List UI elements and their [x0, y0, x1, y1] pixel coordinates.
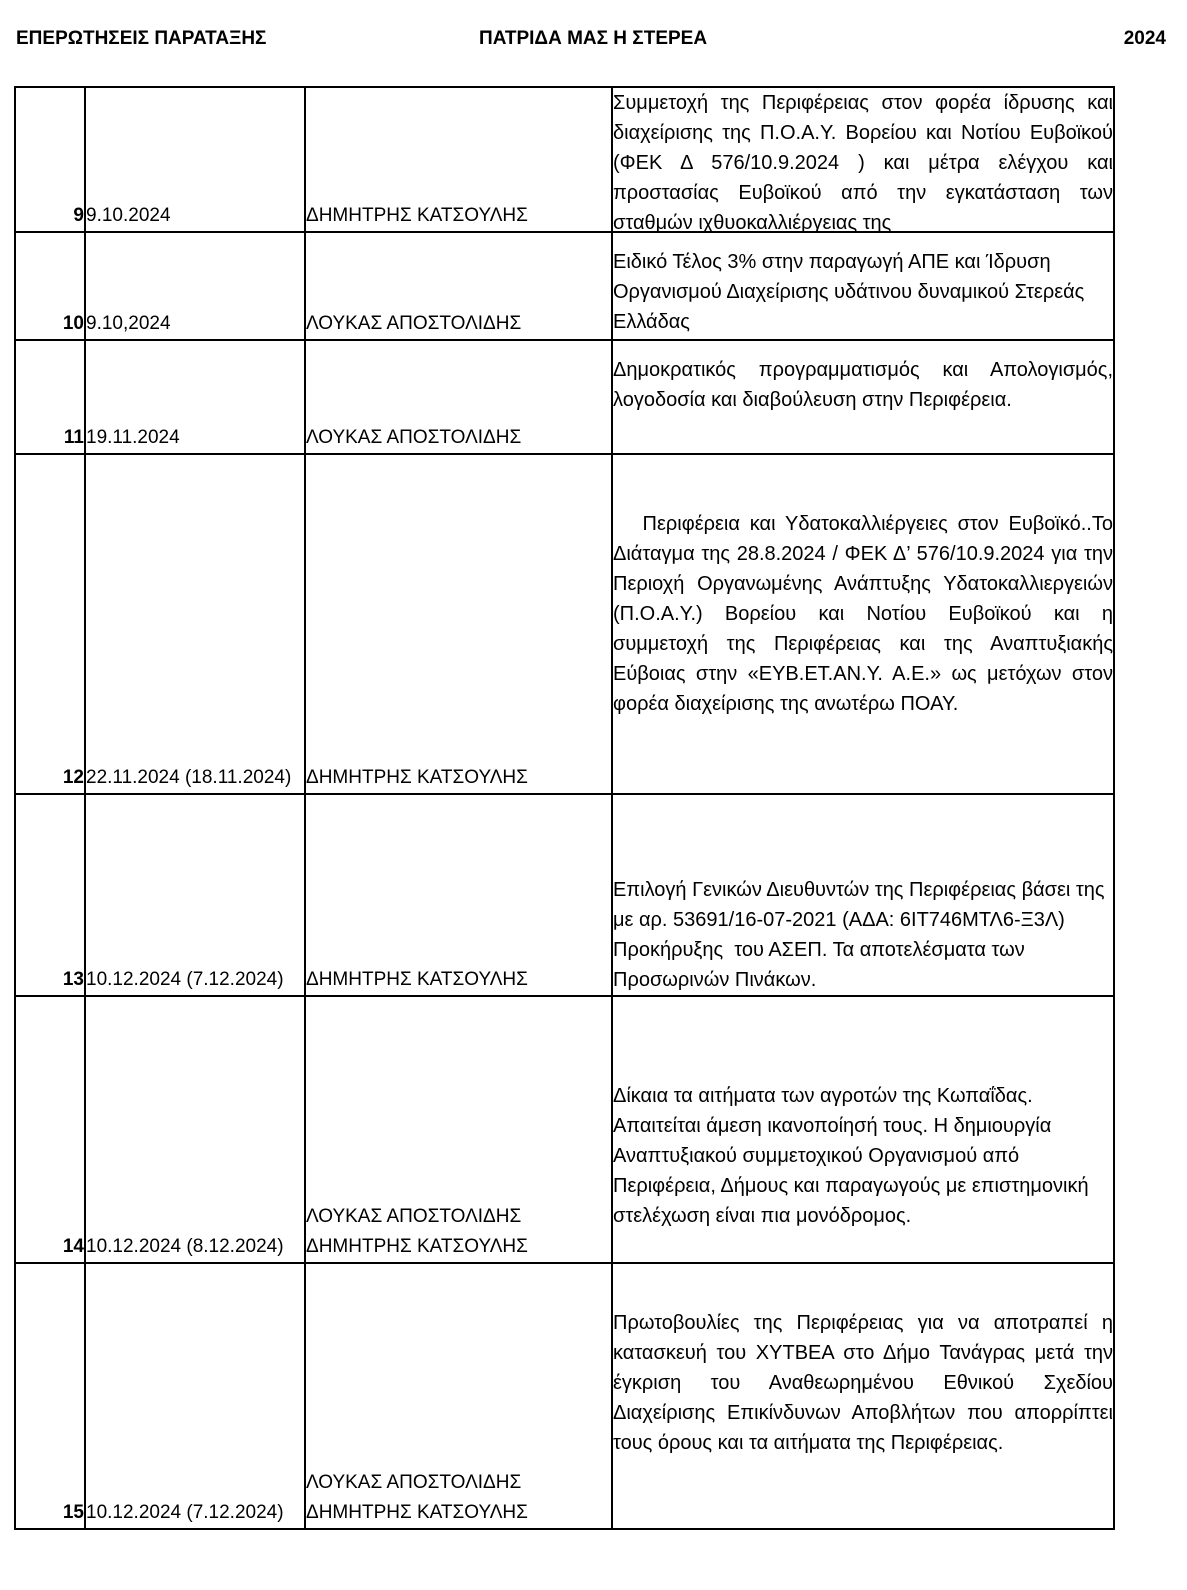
- row-date: 22.11.2024 (18.11.2024): [85, 454, 305, 794]
- subject-text: Επιλογή Γενικών Διευθυντών της Περιφέρειας βάσει της με αρ. 53691/16-07-2021 (ΑΔΑ: 6ΙΤ746ΜΤΛ6-Ξ3Λ) Προκήρυξης του ΑΣΕΠ. Τα αποτελέσματα των Προσωρινών Πινάκων.: [613, 879, 1111, 991]
- row-number: 13: [15, 794, 85, 996]
- person-name-first: ΛΟΥΚΑΣ ΑΠΟΣΤΟΛΙΔΗΣ: [306, 1472, 522, 1493]
- row-person: [305, 232, 612, 340]
- person-name: ΔΗΜΗΤΡΗΣ ΚΑΤΣΟΥΛΗΣ: [306, 969, 528, 990]
- table-row: [15, 454, 1114, 794]
- subject-text: Δίκαια τα αιτήματα των αγροτών της Κωπαΐδας. Απαιτείται άμεση ικανοποίησή τους. Η δημιουργία Αναπτυξιακού συμμετοχικού Οργανισμού από Περιφέρεια, Δήμους και παραγωγούς με επιστημονική στελέχωση είναι πια μονόδρομος.: [613, 1085, 1089, 1227]
- row-person: [305, 1263, 612, 1529]
- subject-text: Περιφέρεια και Υδατοκαλλιέργειες στον Ευβοϊκό..Το Διάταγμα της 28.8.2024 / ΦΕΚ Δ’ 576/10.9.2024 για την Περιοχή Οργανωμένης Ανάπτυξης Υδατοκαλλιεργειών (Π.Ο.Α.Υ.) Βορείου και Νοτίου Ευβοϊκού και η συμμετοχή της Περιφέρειας και της Αναπτυξιακής Εύβοιας στην «ΕΥΒ.ΕΤ.ΑΝ.Υ. Α.Ε.» ως μετόχων στον φορέα διαχείρισης της ανωτέρω ΠΟΑΥ.: [613, 513, 1119, 715]
- row-number: 12: [15, 454, 85, 794]
- header-party-name: ΠΑΤΡΙΔΑ ΜΑΣ Η ΣΤΕΡΕΑ: [479, 28, 708, 49]
- person-name: ΔΗΜΗΤΡΗΣ ΚΑΤΣΟΥΛΗΣ: [306, 205, 528, 226]
- row-person: [305, 87, 612, 232]
- row-subject: [612, 996, 1114, 1263]
- subject-text: Πρωτοβουλίες της Περιφέρειας για να αποτραπεί η κατασκευή του ΧΥΤΒΕΑ στο Δήμο Τανάγρας μετά την έγκριση του Αναθεωρημένου Εθνικού Σχεδίου Διαχείρισης Επικίνδυνων Αποβλήτων που απορρίπτει τους όρους και τα αιτήματα της Περιφέρειας.: [613, 1312, 1113, 1454]
- row-person: [305, 340, 612, 454]
- row-subject: [612, 87, 1114, 232]
- row-person: [305, 454, 612, 794]
- person-name: ΔΗΜΗΤΡΗΣ ΚΑΤΣΟΥΛΗΣ: [306, 767, 528, 788]
- header-year: 2024: [1123, 28, 1166, 49]
- row-date: 10.12.2024 (7.12.2024): [85, 794, 305, 996]
- row-subject: [612, 794, 1114, 996]
- row-number: 10: [15, 232, 85, 340]
- questions-table: [14, 86, 1119, 1530]
- row-subject: [612, 454, 1119, 794]
- row-subject: [612, 1263, 1114, 1529]
- table-row: [15, 340, 1114, 454]
- person-name-second: ΔΗΜΗΤΡΗΣ ΚΑΤΣΟΥΛΗΣ: [306, 1502, 528, 1523]
- subject-text: Συμμετοχή της Περιφέρειας στον φορέα ίδρυσης και διαχείρισης της Π.Ο.Α.Υ. Βορείου και Νοτίου Ευβοϊκού (ΦΕΚ Δ 576/10.9.2024 ) και μέτρα ελέγχου και προστασίας Ευβοϊκού από την εγκατάσταση των σταθμών ιχθυοκαλλιέργειας της: [613, 92, 1113, 234]
- row-date: 10.12.2024 (8.12.2024): [85, 996, 305, 1263]
- person-name-second: ΔΗΜΗΤΡΗΣ ΚΑΤΣΟΥΛΗΣ: [306, 1236, 528, 1257]
- person-name-first: ΛΟΥΚΑΣ ΑΠΟΣΤΟΛΙΔΗΣ: [306, 1206, 522, 1227]
- row-number: 14: [15, 996, 85, 1263]
- table-row: [15, 232, 1114, 340]
- subject-text: Ειδικό Τέλος 3% στην παραγωγή ΑΠΕ και Ίδρυση Οργανισμού Διαχείρισης υδάτινου δυναμικού Στερεάς Ελλάδας: [613, 251, 1085, 333]
- row-date: 19.11.2024: [85, 340, 305, 454]
- row-person: [305, 794, 612, 996]
- row-number: 9: [15, 87, 85, 232]
- subject-text: Δημοκρατικός προγραμματισμός και Απολογισμός, λογοδοσία και διαβούλευση στην Περιφέρεια.: [613, 359, 1113, 411]
- table-row: [15, 1263, 1114, 1529]
- row-number: 15: [15, 1263, 85, 1529]
- person-name: ΛΟΥΚΑΣ ΑΠΟΣΤΟΛΙΔΗΣ: [306, 427, 522, 448]
- table-row: [15, 794, 1114, 996]
- row-subject: [612, 232, 1114, 340]
- row-person: [305, 996, 612, 1263]
- table-row: [15, 87, 1114, 232]
- header-section-title: ΕΠΕΡΩΤΗΣΕΙΣ ΠΑΡΑΤΑΞΗΣ: [16, 28, 267, 49]
- person-name: ΛΟΥΚΑΣ ΑΠΟΣΤΟΛΙΔΗΣ: [306, 313, 522, 334]
- row-date: 10.12.2024 (7.12.2024): [85, 1263, 305, 1529]
- row-subject: [612, 340, 1114, 454]
- page-header: [16, 28, 1166, 56]
- table-row: [15, 996, 1114, 1263]
- row-date: 9.10.2024: [85, 87, 305, 232]
- row-number: 11: [15, 340, 85, 454]
- row-date: 9.10,2024: [85, 232, 305, 340]
